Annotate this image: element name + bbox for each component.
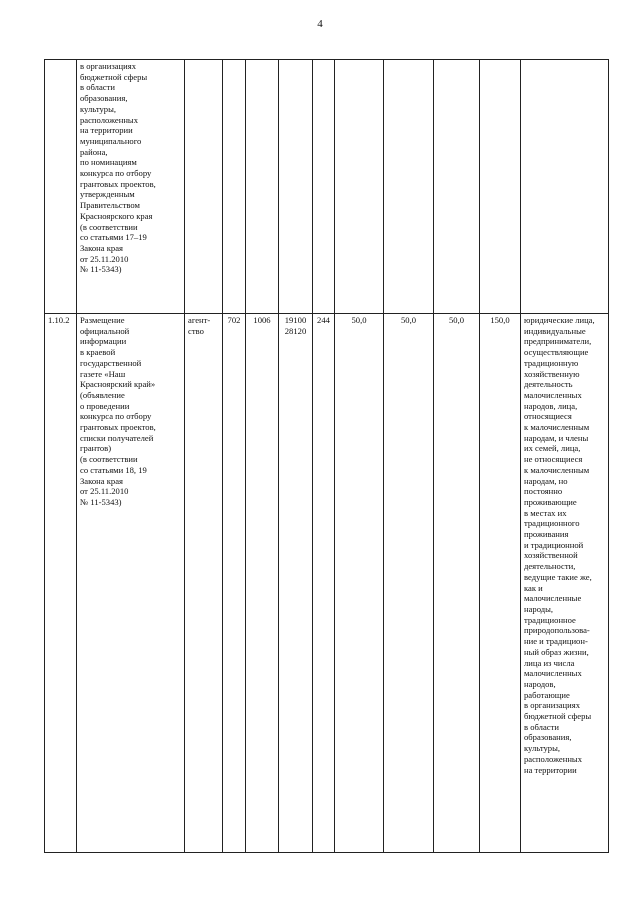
cell-year2: 50,0 xyxy=(384,314,434,853)
cell-year2 xyxy=(384,60,434,314)
cell-grbs: 702 xyxy=(223,314,246,853)
cell-result: юридические лица, индивидуальные предприниматели, осуществляющие традиционную хозяйственную деятельность малочисленных народов, лица, относящиеся к малочисленным народам, и члены их семей, лица, не относящиеся к малочисленным народам, но постоянно проживающие в местах их традиционного проживания и традиционной хозяйственной деятельности, ведущие такие же, как и малочисленные народы, традиционное природопользова- ние и традицион- ный образ жизни, лица из числа малочисленных народов, работающие в организациях бюджетной сферы в области образования, культуры, расположенных на территории xyxy=(521,314,609,853)
cell-agency xyxy=(185,60,223,314)
cell-vr: 244 xyxy=(313,314,335,853)
cell-name: Размещение официальной информации в краевой государственной газете «Наш Красноярский край» (объявление о проведении конкурса по отбору грантовых проектов, списки получателей грантов) (в соответствии со статьями 18, 19 Закона края от 25.11.2010 № 11-5343) xyxy=(77,314,185,853)
cell-year1: 50,0 xyxy=(335,314,384,853)
cell-year3: 50,0 xyxy=(434,314,480,853)
cell-csr xyxy=(279,60,313,314)
cell-number: 1.10.2 xyxy=(45,314,77,853)
table-row xyxy=(45,314,609,853)
cell-number xyxy=(45,60,77,314)
cell-total xyxy=(480,60,521,314)
cell-grbs xyxy=(223,60,246,314)
cell-year3 xyxy=(434,60,480,314)
cell-total: 150,0 xyxy=(480,314,521,853)
cell-result xyxy=(521,60,609,314)
page-number: 4 xyxy=(317,18,323,30)
budget-table xyxy=(44,59,609,853)
table-row xyxy=(45,60,609,314)
cell-year1 xyxy=(335,60,384,314)
cell-name: в организациях бюджетной сферы в области образования, культуры, расположенных на территории муниципального района, по номинациям конкурса по отбору грантовых проектов, утвержденным Правительством Красноярского края (в соответствии со статьями 17–19 Закона края от 25.11.2010 № 11-5343) xyxy=(77,60,185,314)
cell-rzpr: 1006 xyxy=(246,314,279,853)
cell-rzpr xyxy=(246,60,279,314)
cell-agency: агент- ство xyxy=(185,314,223,853)
cell-vr xyxy=(313,60,335,314)
cell-csr: 19100 28120 xyxy=(279,314,313,853)
